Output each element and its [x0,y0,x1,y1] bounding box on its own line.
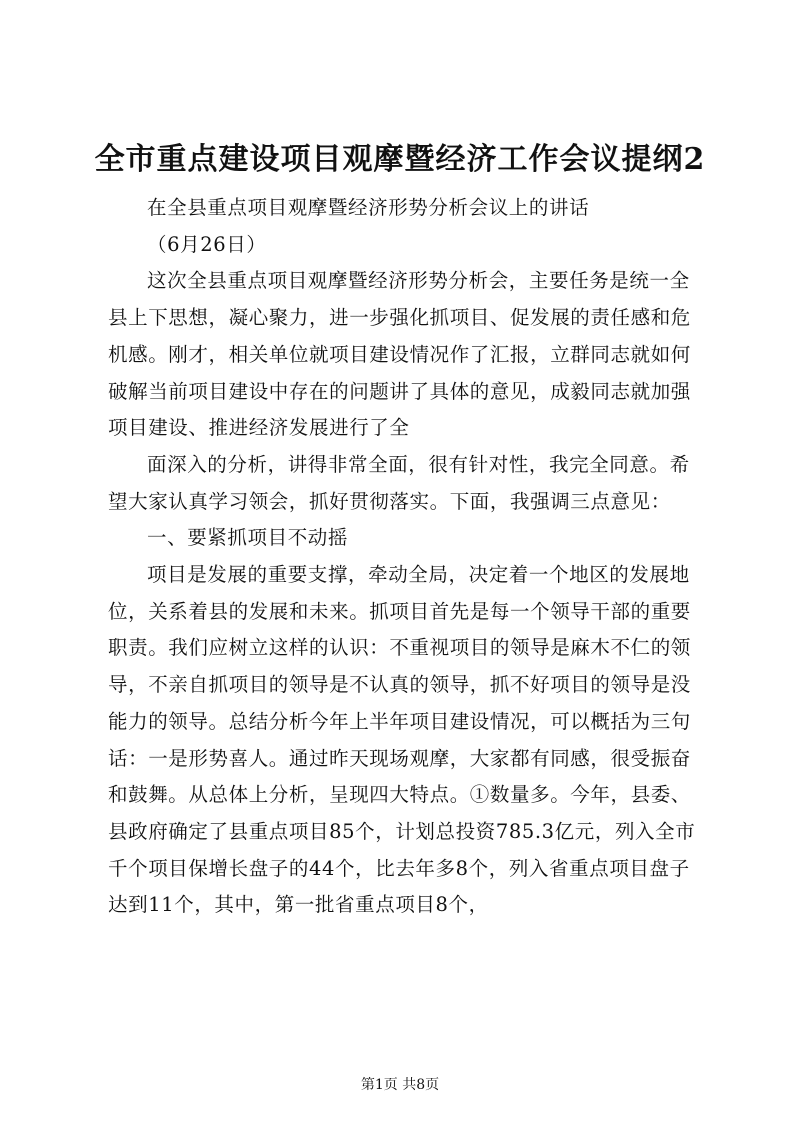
document-body [108,190,708,924]
page-footer: 第1页 共8页 [360,1077,440,1093]
paragraph-1: 这次全县重点项目观摩暨经济形势分析会，主要任务是统一全县上下思想，凝心聚力，进一步强化抓项目、促发展的责任感和危机感。刚才，相关单位就项目建设情况作了汇报，立群同志就如何破解当前项目建设中存在的问题讲了具体的意见，成毅同志就加强项目建设、推进经济发展进行了全 [108,269,691,440]
document-subtitle: 在全县重点项目观摩暨经济形势分析会议上的讲话 [147,196,590,219]
paragraph-3: 项目是发展的重要支撑，牵动全局，决定着一个地区的发展地位，关系着县的发展和未来。抓项目首先是每一个领导干部的重要职责。我们应树立这样的认识：不重视项目的领导是麻木不仁的领导，不亲自抓项目的领导是不认真的领导，抓不好项目的领导是没能力的领导。总结分析今年上半年项目建设情况，可以概括为三句话：一是形势喜人。通过昨天现场观摩，大家都有同感，很受振奋和鼓舞。从总体上分析，呈现四大特点。①数量多。今年，县委、县政府确定了县重点项目85个，计划总投资785.3亿元，列入全市千个项目保增长盘子的44个，比去年多8个，列入省重点项目盘子达到11个，其中，第一批省重点项目8个， [108,563,696,917]
document-date: （6月26日） [147,232,267,256]
paragraph-2: 面深入的分析，讲得非常全面，很有针对性，我完全同意。希望大家认真学习领会，抓好贯彻落实。下面，我强调三点意见： [108,452,690,513]
document-title: 全市重点建设项目观摩暨经济工作会议提纲2 [94,142,706,177]
section-heading-1: 一、要紧抓项目不动摇 [147,526,349,550]
